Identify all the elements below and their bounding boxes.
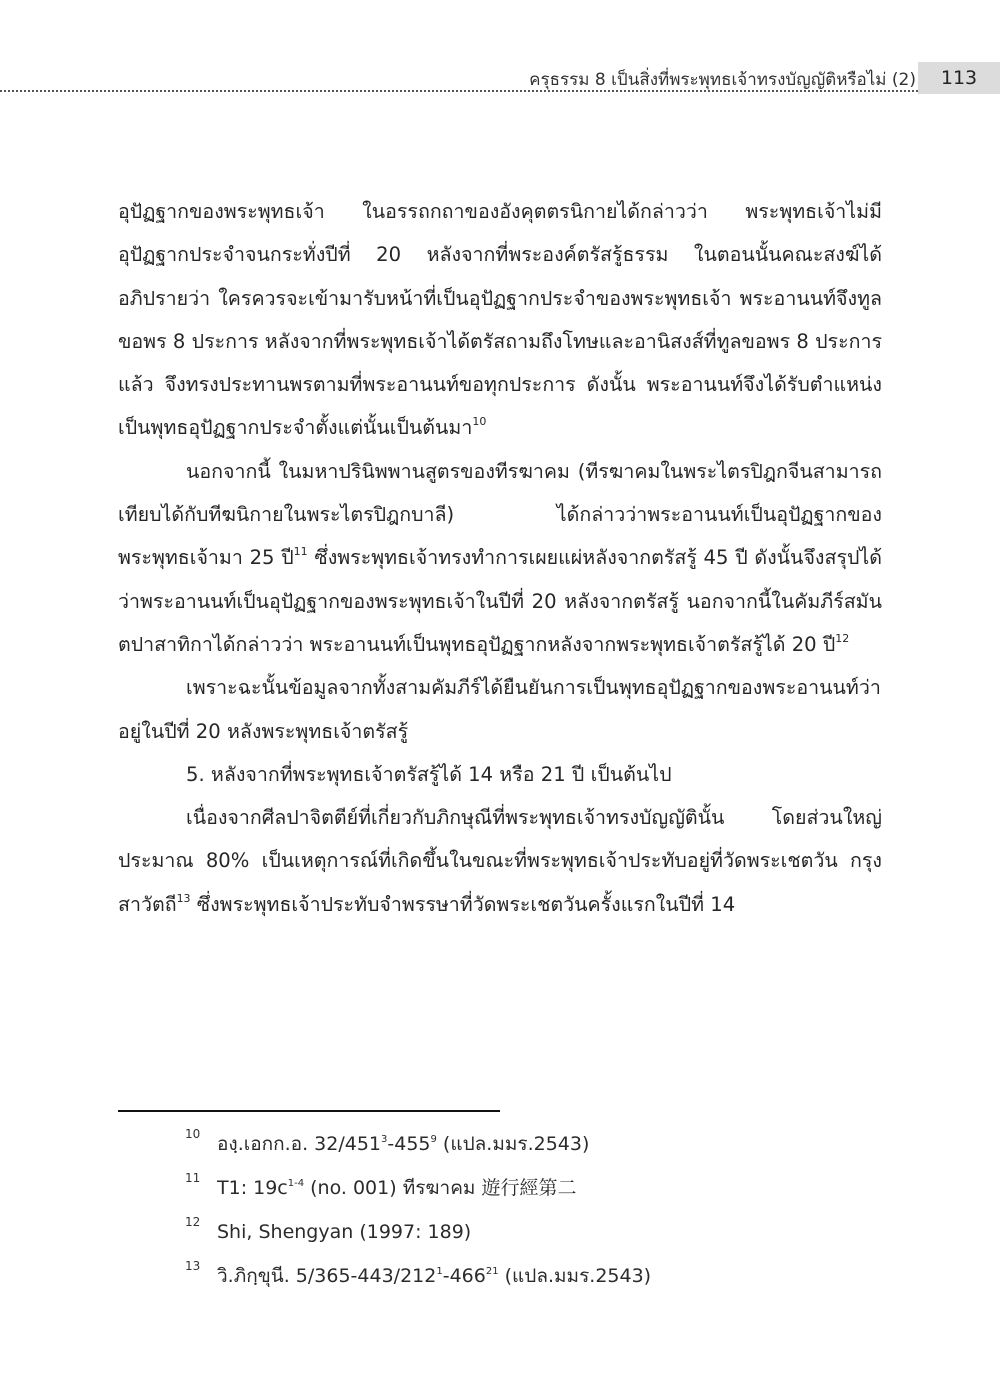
footnote-text	[217, 1124, 589, 1164]
footnote-sup: 9	[430, 1134, 437, 1145]
footnote-text	[217, 1168, 576, 1208]
footnote-part: T1: 19c	[217, 1177, 288, 1199]
footnote	[185, 1212, 905, 1256]
paragraph-1	[118, 190, 882, 450]
running-header	[0, 62, 1000, 96]
footnote-ref-11: 11	[293, 545, 308, 559]
footnote-number: 11	[185, 1171, 201, 1185]
paragraph-3: เพราะฉะนั้นข้อมูลจากทั้งสามคัมภีร์ได้ยืนยันการเป็นพุทธอุปัฏฐากของพระอานนท์ว่าอยู่ในปีที่ 20 หลังพระพุทธเจ้าตรัสรู้	[118, 676, 881, 743]
footnote-sup: 1	[436, 1266, 443, 1277]
footnote-sup: 21	[485, 1266, 499, 1277]
footnote-text	[217, 1256, 651, 1296]
paragraph-2-text-a: นอกจากนี้ ในมหาปรินิพพานสูตรของทีรฆาคม (ทีรฆาคมในพระไตรปิฎกจีนสามารถเทียบได้กับทีฆนิกายในพระไตรปิฎกบาลี) ได้กล่าวว่าพระอานนท์เป็นอุปัฏฐากของพระพุทธเจ้ามา 25 ปี	[118, 459, 882, 570]
footnote-ref-12: 12	[835, 631, 850, 645]
footnote-text	[217, 1212, 471, 1252]
footnote	[185, 1124, 905, 1168]
footnote-number: 12	[185, 1215, 201, 1229]
footnote-part: (แปล.มมร.2543)	[436, 1133, 590, 1155]
paragraph-5-text-a: เนื่องจากศีลปาจิตตีย์ที่เกี่ยวกับภิกษุณีที่พระพุทธเจ้าทรงบัญญัตินั้น โดยส่วนใหญ่ประมาณ 80% เป็นเหตุการณ์ที่เกิดขึ้นในขณะที่พระพุทธเจ้าประทับอยู่ที่วัดพระเชตวัน กรุงสาวัตถี	[118, 806, 882, 916]
footnote-part: วิ.ภิกฺขุนี. 5/365-443/212	[217, 1265, 437, 1287]
footnote-part: Shi, Shengyan (1997: 189)	[217, 1221, 472, 1243]
paragraph-1-text: อุปัฏฐากของพระพุทธเจ้า ในอรรถกถาของอังคุตตรนิกายได้กล่าวว่า พระพุทธเจ้าไม่มีอุปัฏฐากประจำจนกระทั่งปีที่ 20 หลังจากที่พระองค์ตรัสรู้ธรรม ในตอนนั้นคณะสงฆ์ได้อภิปรายว่า ใครควรจะเข้ามารับหน้าที่เป็นอุปัฏฐากประจำของพระพุทธเจ้า พระอานนท์จึงทูลขอพร 8 ประการ หลังจากที่พระพุทธเจ้าได้ตรัสถามถึงโทษและอานิสงส์ที่ทูลขอพร 8 ประการแล้ว จึงทรงประทานพรตามที่พระอานนท์ขอทุกประการ ดังนั้น พระอานนท์จึงได้รับตำแหน่งเป็นพุทธอุปัฏฐากประจำตั้งแต่นั้นเป็นต้นมา	[118, 200, 882, 440]
paragraph-2	[118, 450, 882, 666]
footnote-ref-10: 10	[472, 415, 487, 429]
footnotes	[185, 1124, 905, 1300]
footnote-part: องฺ.เอกก.อ. 32/451	[217, 1133, 382, 1155]
footnote-sup: 3	[381, 1134, 388, 1145]
footnote-number: 10	[185, 1127, 201, 1141]
footnote-separator	[118, 1110, 500, 1112]
footnote-part: (no. 001) ทีรฆาคม 遊行經第二	[304, 1177, 577, 1199]
footnote-part: -455	[387, 1133, 431, 1155]
footnote-sup: 1-4	[287, 1178, 305, 1189]
body-text	[118, 190, 882, 926]
running-title: ครุธรรม 8 เป็นสิ่งที่พระพุทธเจ้าทรงบัญญัติหรือไม่ (2)	[529, 70, 916, 90]
footnote-number: 13	[185, 1259, 201, 1273]
footnote	[185, 1168, 905, 1212]
footnote	[185, 1256, 905, 1300]
footnote-ref-13: 13	[176, 891, 191, 905]
page-number: 113	[918, 62, 1000, 94]
footnote-part: -466	[442, 1265, 486, 1287]
section-heading-5: 5. หลังจากที่พระพุทธเจ้าตรัสรู้ได้ 14 หรือ 21 ปี เป็นต้นไป	[186, 762, 672, 786]
paragraph-2-text-b: ซึ่งพระพุทธเจ้าทรงทำการเผยแผ่หลังจากตรัสรู้ 45 ปี ดังนั้นจึงสรุปได้ว่าพระอานนท์เป็นอุปัฏฐากของพระพุทธเจ้าในปีที่ 20 หลังจากตรัสรู้ นอกจากนี้ในคัมภีร์สมันตปาสาทิกาได้กล่าวว่า พระอานนท์เป็นพุทธอุปัฏฐากหลังจากพระพุทธเจ้าตรัสรู้ได้ 20 ปี	[118, 546, 882, 656]
footnote-part: (แปล.มมร.2543)	[498, 1265, 652, 1287]
paragraph-5	[118, 796, 882, 926]
paragraph-5-text-b: ซึ่งพระพุทธเจ้าประทับจำพรรษาที่วัดพระเชตวันครั้งแรกในปีที่ 14	[190, 892, 736, 916]
